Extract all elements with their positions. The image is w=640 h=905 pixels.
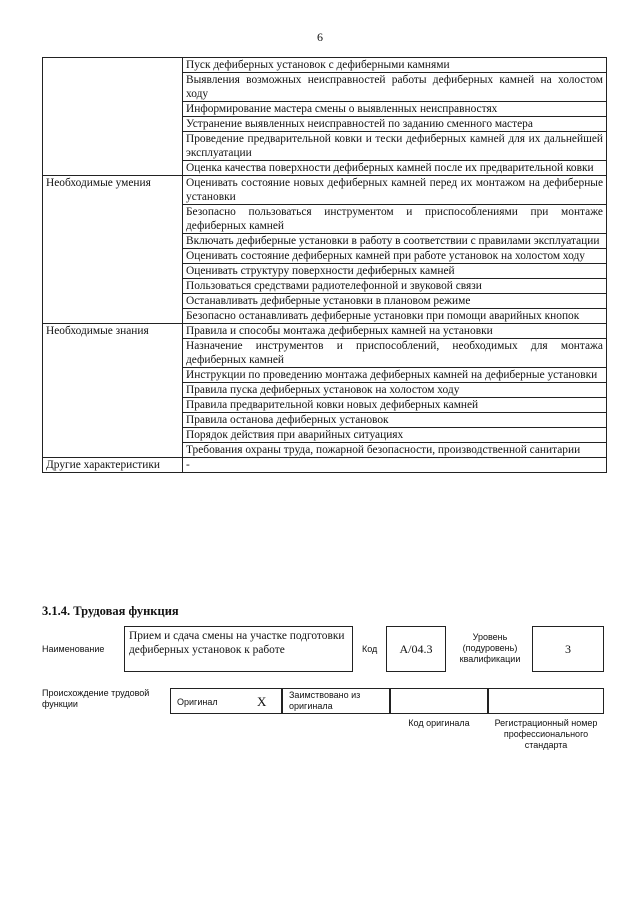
item-cell: Устранение выявленных неисправностей по заданию сменного мастера	[183, 117, 607, 132]
item-cell: Оценивать состояние дефиберных камней при работе установок на холостом ходу	[183, 249, 607, 264]
item-cell: Пуск дефиберных установок с дефиберными камнями	[183, 58, 607, 73]
table-row	[43, 324, 607, 339]
function-name-box	[124, 626, 353, 672]
function-code: A/04.3	[399, 642, 433, 656]
original-cell	[170, 688, 282, 714]
item-cell: Выявления возможных неисправностей работы дефиберных камней на холостом ходу	[183, 73, 607, 102]
item-cell: Оценивать структуру поверхности дефиберных камней	[183, 264, 607, 279]
function-name: Прием и сдача смены на участке подготовки дефиберных установок к работе	[129, 630, 345, 656]
borrowed-label: Заимствовано из оригинала	[289, 690, 361, 711]
table-row	[43, 58, 607, 73]
table-row	[43, 458, 607, 473]
name-label: Наименование	[42, 644, 105, 654]
original-mark: X	[257, 694, 267, 709]
item-cell: Оценка качества поверхности дефиберных камней после их предварительной ковки	[183, 161, 607, 176]
section-title: 3.1.4. Трудовая функция	[42, 604, 179, 618]
item-cell: Пользоваться средствами радиотелефонной и звуковой связи	[183, 279, 607, 294]
item-cell: Правила и способы монтажа дефиберных камней на установки	[183, 324, 607, 339]
origin-label: Происхождение трудовой функции	[42, 688, 150, 709]
item-cell: Правила предварительной ковки новых дефиберных камней	[183, 398, 607, 413]
item-cell: Требования охраны труда, пожарной безопасности, производственной санитарии	[183, 443, 607, 458]
item-cell: Оценивать состояние новых дефиберных камней перед их монтажом на дефиберные установки	[183, 176, 607, 205]
level-label: Уровень (подуровень) квалификации	[459, 632, 521, 664]
original-label: Оригинал	[177, 697, 218, 707]
item-cell: Останавливать дефиберные установки в плановом режиме	[183, 294, 607, 309]
code-original-caption: Код оригинала	[408, 718, 470, 728]
function-code-box	[386, 626, 446, 672]
code-original-cell	[390, 688, 488, 714]
item-cell: Правила пуска дефиберных установок на холостом ходу	[183, 383, 607, 398]
item-cell: Включать дефиберные установки в работу в соответствии с правилами эксплуатации	[183, 234, 607, 249]
borrowed-cell	[282, 688, 390, 714]
category-cell: Необходимые умения	[43, 176, 183, 324]
category-cell: Необходимые знания	[43, 324, 183, 458]
item-cell: Назначение инструментов и приспособлений, необходимых для монтажа дефиберных камней	[183, 339, 607, 368]
item-cell: Информирование мастера смены о выявленных неисправностях	[183, 102, 607, 117]
code-label: Код	[362, 644, 378, 654]
qualification-level: 3	[565, 642, 571, 656]
reg-number-caption: Регистрационный номер профессионального стандарта	[494, 718, 598, 750]
item-cell: Проведение предварительной ковки и тески дефиберных камней для их дальнейшей эксплуатации	[183, 132, 607, 161]
qualification-level-box	[532, 626, 604, 672]
item-cell: -	[183, 458, 607, 473]
item-cell: Безопасно останавливать дефиберные установки при помощи аварийных кнопок	[183, 309, 607, 324]
item-cell: Правила останова дефиберных установок	[183, 413, 607, 428]
page-number: 6	[317, 30, 323, 44]
category-cell	[43, 58, 183, 176]
item-cell: Безопасно пользоваться инструментом и приспособлениями при монтаже дефиберных камней	[183, 205, 607, 234]
reg-number-cell	[488, 688, 604, 714]
item-cell: Порядок действия при аварийных ситуациях	[183, 428, 607, 443]
category-cell: Другие характеристики	[43, 458, 183, 473]
requirements-table	[42, 57, 607, 473]
table-row	[43, 176, 607, 205]
item-cell: Инструкции по проведению монтажа дефиберных камней на дефиберные установки	[183, 368, 607, 383]
